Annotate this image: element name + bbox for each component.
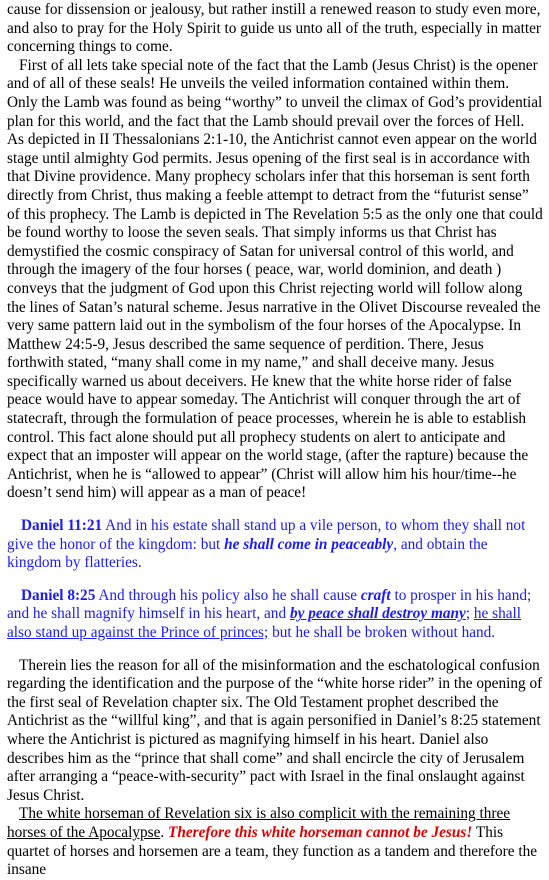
punctuation: .: [160, 823, 169, 841]
verse-daniel-8-25: [7, 587, 543, 643]
underlined-statement: The white horseman of Revelation six is also complicit with the remaining three horses of the Apocalypse: [7, 805, 511, 841]
verse-daniel-11-21: [7, 517, 543, 573]
paragraph-text: This quartet of horses and horsemen are a team, they function as a tandem and therefore the insane: [7, 823, 538, 879]
verse-emphasis: craft: [360, 586, 391, 604]
verse-text: ;: [465, 605, 474, 623]
paragraph-main: First of all lets take special note of the fact that the Lamb (Jesus Christ) is the opener and of all of these seals! He unveils the veiled information contained within them. Only the Lamb was found as being “worthy” to unveil the climax of God’s providential plan for this world, and the fact that the Lamb should prevail over the forces of Hell. As depicted in II Thessalonians 2:1-10, the Antichrist cannot even appear on the world stage until almighty God permits. Jesus opening of the first seal is in accordance with that Divine providence. Many prophecy scholars infer that this horseman is sent forth directly from Christ, thus making a feeble attempt to detract from the “futurist sense” of this prophecy. The Lamb is depicted in The Revelation 5:5 as the only one that could be found worthy to loose the seven seals. That simply informs us that Christ has demystified the cosmic conspiracy of Satan for universal control of this world, and through the imagery of the four horses ( peace, war, world dominion, and death ) conveys that the judgment of God upon this Christ rejecting world will follow along the lines of Satan’s natural scheme. Jesus narrative in the Olivet Discourse revealed the very same pattern laid out in the symbolism of the four horses of the Apocalypse. In Matthew 24:5-9, Jesus described the same sequence of perdition. There, Jesus forthwith stated, “many shall come in my name,” and shall deceive many. Jesus specifically warned us about deceivers. He knew that the white horse rider of false peace would have to appear someday. The Antichrist will conquer through the art of statecraft, through the formulation of peace processes, wherein he is able to establish control. This fact alone should put all prophecy students on alert to anticipate and expect that an imposter will appear on the world stage, (after the rapture) because the Antichrist, when he is “allowed to appear” (Christ will allow him his hour/time--he doesn’t send him) will appear as a man of peace!: [7, 56, 543, 502]
intro-fragment: cause for dissension or jealousy, but rather instill a renewed reason to study even more, and also to pray for the Holy Spirit to guide us unto all of the truth, especially in matter concerning things to come.: [7, 1, 542, 56]
verse-text: And through his policy also he shall cause: [95, 586, 361, 604]
verse-underlined: he shall also stand up against the Prince of princes;: [7, 605, 522, 641]
spacer: [7, 503, 543, 517]
verse-text: to prosper in his hand; and he shall magnify himself in his heart, and: [7, 586, 532, 623]
verse-emphasis-underlined: by peace shall destroy many: [289, 605, 466, 623]
spacer: [7, 643, 543, 657]
verse-text: but he shall be broken without hand.: [268, 624, 496, 641]
spacer: [7, 573, 543, 587]
verse-reference: Daniel 11:21: [21, 517, 103, 535]
red-emphasis: Therefore this white horseman cannot be Jesus!: [168, 823, 473, 841]
verse-reference: Daniel 8:25: [21, 586, 96, 604]
verse-text: And in his estate shall stand up a vile person, to whom they shall not give the honor of the kingdom: but: [7, 517, 526, 553]
verse-text: , and obtain the kingdom by flatteries.: [7, 535, 488, 572]
paragraph-final: [7, 805, 543, 879]
verse-emphasis: he shall come in peaceably: [224, 535, 394, 553]
paragraph-therein: Therein lies the reason for all of the misinformation and the eschatological confusion regarding the identification and the purpose of the “white horse rider” in the opening of the first seal of Revelation chapter six. The Old Testament prophet described the Antichrist as the “willful king”, and that is again personified in Daniel’s 8:25 statement where the Antichrist is pictured as magnifying himself in his heart. Daniel also describes him as the “prince that shall come” and shall encircle the city of Jerusalem after arranging a “peace-with-security” pact with Israel in the final onslaught against Jesus Christ.: [7, 656, 543, 804]
